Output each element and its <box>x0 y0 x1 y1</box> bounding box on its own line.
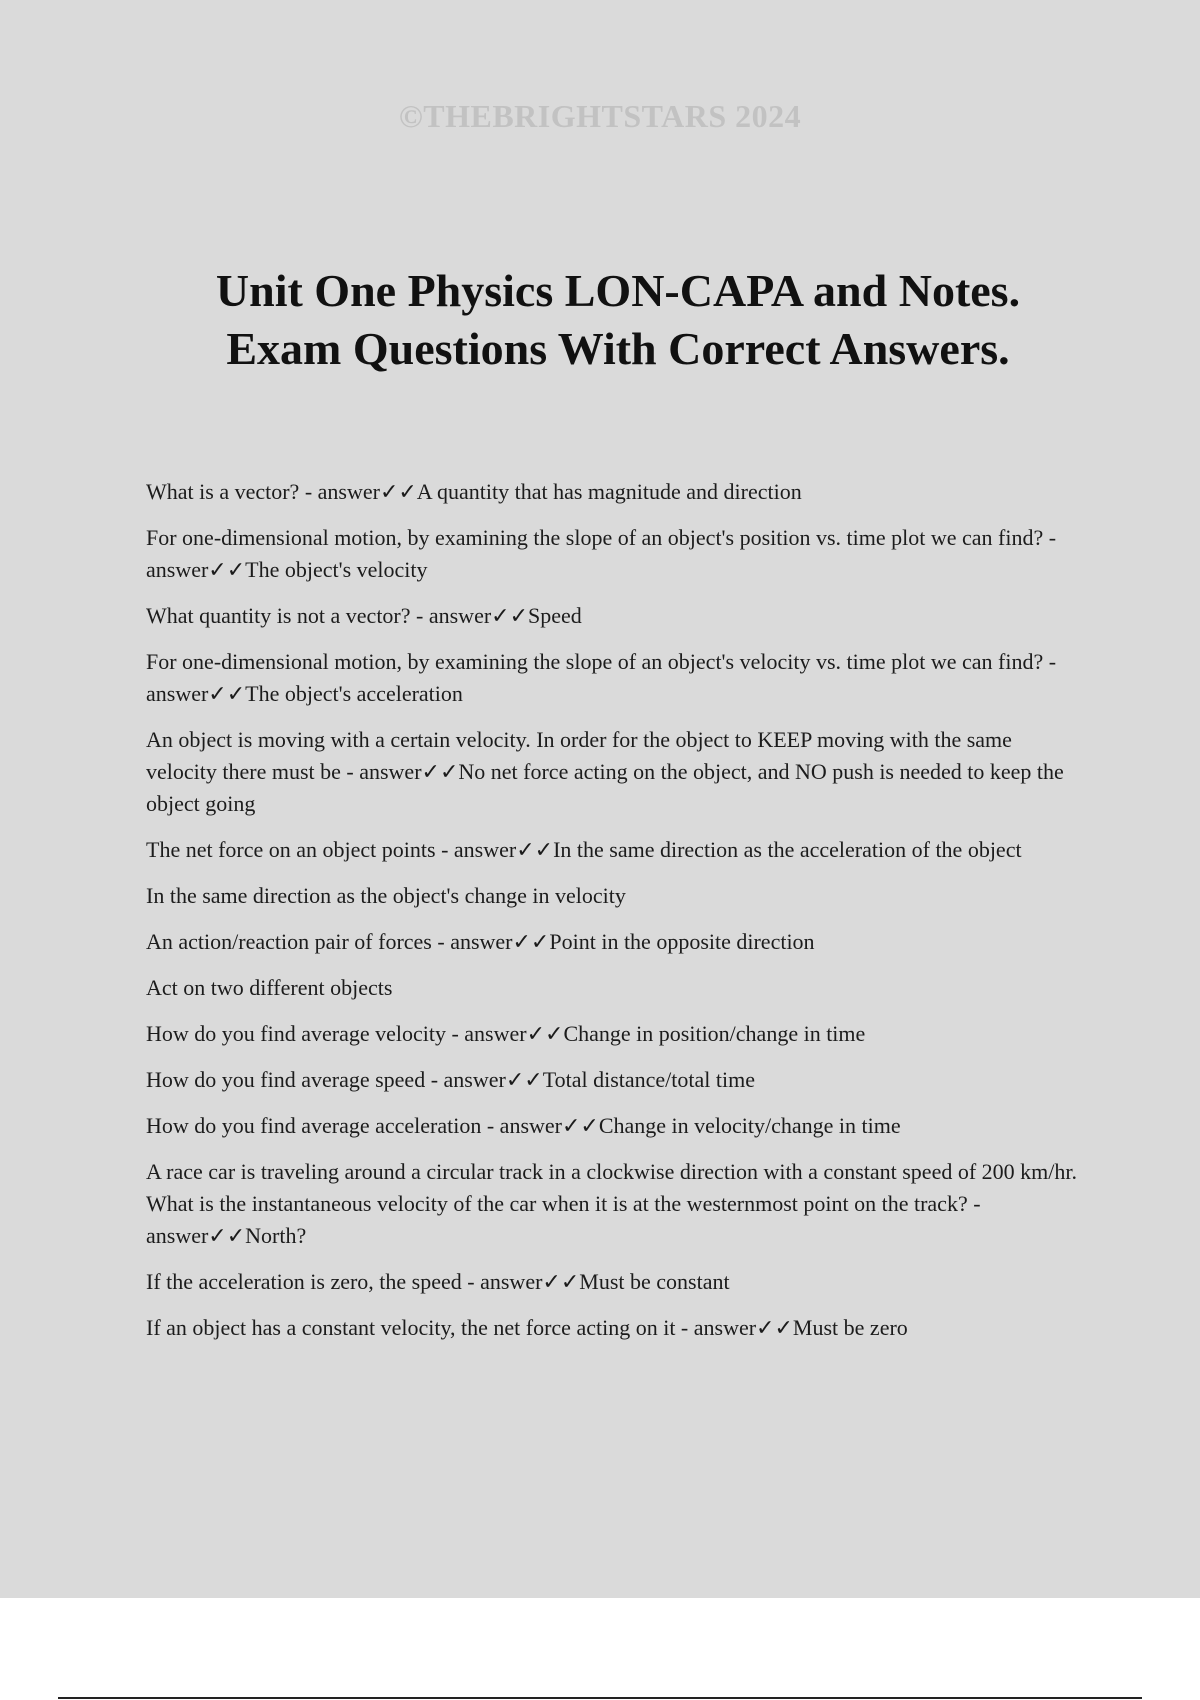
qa-item: For one-dimensional motion, by examining the slope of an object's velocity vs. time plot we can find? - answer✓✓The object's acceleration <box>146 649 1057 706</box>
qa-list <box>146 476 1082 1358</box>
qa-item: If an object has a constant velocity, the net force acting on it - answer✓✓Must be zero <box>146 1315 908 1340</box>
title-line-2: Exam Questions With Correct Answers. <box>226 323 1010 374</box>
qa-item: In the same direction as the object's change in velocity <box>146 883 626 908</box>
qa-item: What quantity is not a vector? - answer✓✓Speed <box>146 603 582 628</box>
qa-item: How do you find average velocity - answer✓✓Change in position/change in time <box>146 1021 866 1046</box>
qa-item: The net force on an object points - answer✓✓In the same direction as the acceleration of the object <box>146 837 1022 862</box>
bottom-rule <box>58 1697 1142 1699</box>
qa-item: Act on two different objects <box>146 975 393 1000</box>
qa-item: How do you find average speed - answer✓✓Total distance/total time <box>146 1067 755 1092</box>
title-line-1: Unit One Physics LON-CAPA and Notes. <box>215 265 1021 316</box>
qa-item: An object is moving with a certain velocity. In order for the object to KEEP moving with the same velocity there must be - answer✓✓No net force acting on the object, and NO push is needed to keep the object going <box>146 727 1064 816</box>
qa-item: How do you find average acceleration - answer✓✓Change in velocity/change in time <box>146 1113 901 1138</box>
qa-item: A race car is traveling around a circular track in a clockwise direction with a constant speed of 200 km/hr. What is the instantaneous velocity of the car when it is at the westernmost point on the track? - answer✓✓North? <box>146 1159 1077 1248</box>
qa-item: If the acceleration is zero, the speed - answer✓✓Must be constant <box>146 1269 730 1294</box>
qa-item: An action/reaction pair of forces - answer✓✓Point in the opposite direction <box>146 929 815 954</box>
page-title <box>0 262 1200 378</box>
qa-item: For one-dimensional motion, by examining the slope of an object's position vs. time plot we can find? - answer✓✓The object's velocity <box>146 525 1057 582</box>
qa-item: What is a vector? - answer✓✓A quantity that has magnitude and direction <box>146 479 802 504</box>
watermark: ©THEBRIGHTSTARS 2024 <box>398 98 802 134</box>
